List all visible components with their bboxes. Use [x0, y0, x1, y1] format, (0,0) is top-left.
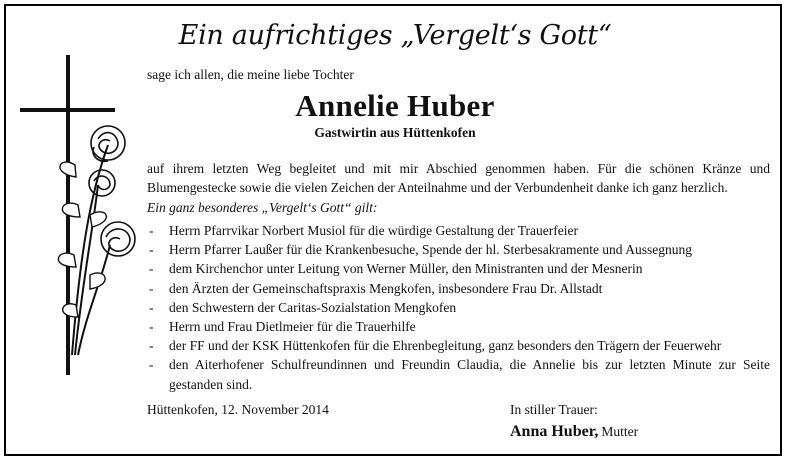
- list-item-text: den Aiterhofener Schulfreundinnen und Freundin Claudia, die Annelie bis zur letzten Minute zur Seite gestanden sind.: [169, 357, 770, 392]
- list-item-text: Herrn und Frau Dietlmeier für die Trauerhilfe: [169, 319, 416, 335]
- list-dash: -: [149, 242, 154, 258]
- intro-text: sage ich allen, die meine liebe Tochter: [147, 67, 354, 82]
- signature-role: Mutter: [601, 424, 639, 439]
- list-item-text: dem Kirchenchor unter Leitung von Werner Müller, den Ministranten und der Mesnerin: [169, 261, 643, 277]
- deceased-name: Annelie Huber: [295, 88, 495, 123]
- list-dash: -: [149, 338, 154, 354]
- deceased-subtitle: Gastwirtin aus Hüttenkofen: [314, 125, 476, 140]
- list-dash: -: [149, 261, 154, 277]
- thanks-list: [147, 221, 770, 394]
- list-item: [147, 298, 770, 317]
- list-dash: -: [149, 357, 154, 373]
- list-item: [147, 259, 770, 278]
- signature-name: Anna Huber,: [510, 423, 599, 440]
- list-item-text: Herrn Pfarrer Laußer für die Krankenbesuche, Spende der hl. Sterbesakramente und Aussegnung: [169, 242, 692, 258]
- thanks-intro: Ein ganz besonderes „Vergelt‘s Gott“ gilt:: [147, 200, 378, 215]
- list-dash: -: [149, 280, 154, 296]
- signature-label: In stiller Trauer:: [510, 402, 598, 417]
- list-item: [147, 279, 770, 298]
- list-item: [147, 355, 770, 393]
- list-dash: -: [149, 223, 154, 238]
- place-date: Hüttenkofen, 12. November 2014: [147, 402, 329, 417]
- list-item: [147, 221, 770, 240]
- list-item-text: den Schwestern der Caritas-Sozialstation Mengkofen: [169, 299, 457, 315]
- body-text: auf ihrem letzten Weg begleitet und mit mir Abschied genommen haben. Für die schönen Kränze und Blumengestecke sowie die vielen Zeichen der Anteilnahme und der Verbundenheit danke ich ganz herzlich.: [147, 161, 770, 195]
- list-item-text: den Ärzten der Gemeinschaftspraxis Mengkofen, insbesondere Frau Dr. Allstadt: [169, 280, 603, 296]
- list-item-text: der FF und der KSK Hüttenkofen für die Ehrenbegleitung, ganz besonders den Trägern der Feuerwehr: [169, 338, 722, 354]
- list-dash: -: [149, 319, 154, 335]
- list-item: [147, 240, 770, 259]
- list-item: [147, 336, 770, 355]
- list-item: [147, 317, 770, 336]
- list-item-text: Herrn Pfarrvikar Norbert Musiol für die würdige Gestaltung der Trauerfeier: [169, 223, 579, 238]
- list-dash: -: [149, 299, 154, 315]
- headline: Ein aufrichtiges „Vergelt‘s Gott“: [178, 20, 612, 51]
- signature: [510, 423, 638, 441]
